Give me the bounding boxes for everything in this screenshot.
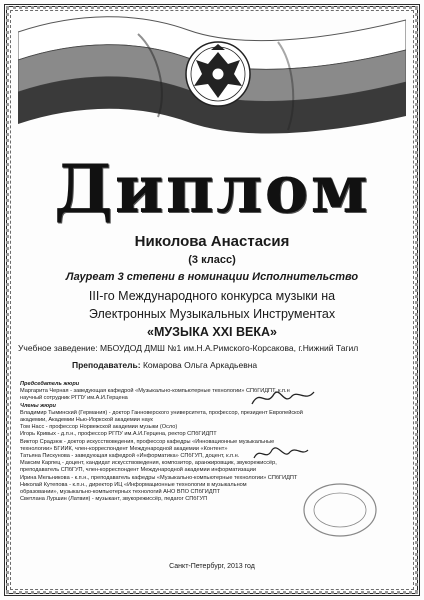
signature-chair [248,384,318,412]
teacher-value: Комарова Ольга Аркадьевна [142,360,258,370]
waving-flag-banner [18,12,406,147]
jury-member: Татьяна Пискунова - заведующая кафедрой «Информатика» СПбГУП, доцент, к.п.н. [20,453,240,460]
jury-member: Игорь Кривых - д.п.н., профессор РГПУ им.А.И.Герцена, ректор СПбГИДПТ [20,431,217,438]
jury-member: академии, Академии Нью-Йоркской академии наук [20,417,153,424]
jury-member: Том Насс - профессор Норвежской академии музыки (Осло) [20,424,178,431]
jury-member: Николай Кутепова - к.п.н., директор ИЦ «Информационные технологии в музыкальном [20,481,247,488]
jury-member: технологии» БГИИК, член-корреспондент Международной академии «Контент» [20,445,228,452]
recipient-grade: (3 класс) [188,254,236,266]
footer-place-year: Санкт-Петербург, 2013 год [169,563,255,570]
jury-chair-line: Маргарита Черная - заведующая кафедрой «Музыкально-компьютерные технологии» СПбГИДПТ, к.п.н [20,388,290,395]
jury-chair-header: Председатель жюри [20,381,80,387]
institution-value: МБОУДОД ДМШ №1 им.Н.А.Римского-Корсакова, г.Нижний Тагил [100,343,359,353]
contest-line-1: III-го Международного конкурса музыки на [88,289,336,303]
diploma-title: Диплом [54,150,370,228]
institution-label: Учебное заведение: [18,343,98,353]
contest-name [40,287,384,341]
contest-line-2: Электронных Музыкальных Инструментах [88,307,336,321]
teacher-line [72,360,412,370]
institution-line [18,343,414,353]
jury-chair-line: научный сотрудник РГПУ им.А.И.Герцена [20,395,128,402]
signature-member [250,440,310,466]
jury-member: образовании», музыкально-компьютерных технологий АНО ВПО СПбГИДПТ [20,489,221,496]
jury-members-header: Члены жюри [20,402,56,409]
teacher-label: Преподаватель: [72,360,141,370]
jury-member: Владимир Тыминский (Германия) - доктор Ганноверского университета, профессор, президент Европейской [20,409,303,416]
jury-member: преподаватель СПбГУП, член-корреспондент Международной академии информатизации [20,467,256,474]
jury-member: Ирина Мельникова - к.п.н., преподаватель кафедры «Музыкально-компьютерные технологии» СПбГИДПТ [20,474,298,481]
official-stamp [300,480,380,540]
jury-member: Максим Карпец - доцент, кандидат искусствоведения, композитор, аранжировщик, звукорежиссёр, [20,460,277,467]
contest-line-3: «МУЗЫКА XXI ВЕКА» [147,325,277,339]
double-headed-eagle-icon [186,42,250,106]
recipient-name: Николова Анастасия [134,233,290,250]
jury-member: Светлана Луршин (Латвия) - музыкант, звукорежиссёр, педагог СПбГУП [20,496,208,503]
jury-member: Виктор Срадзюк - доктор искусствоведения, профессор кафедры «Инновационные музыкальные [20,438,275,445]
award-text: Лауреат 3 степени в номинации Исполнительство [65,271,359,283]
